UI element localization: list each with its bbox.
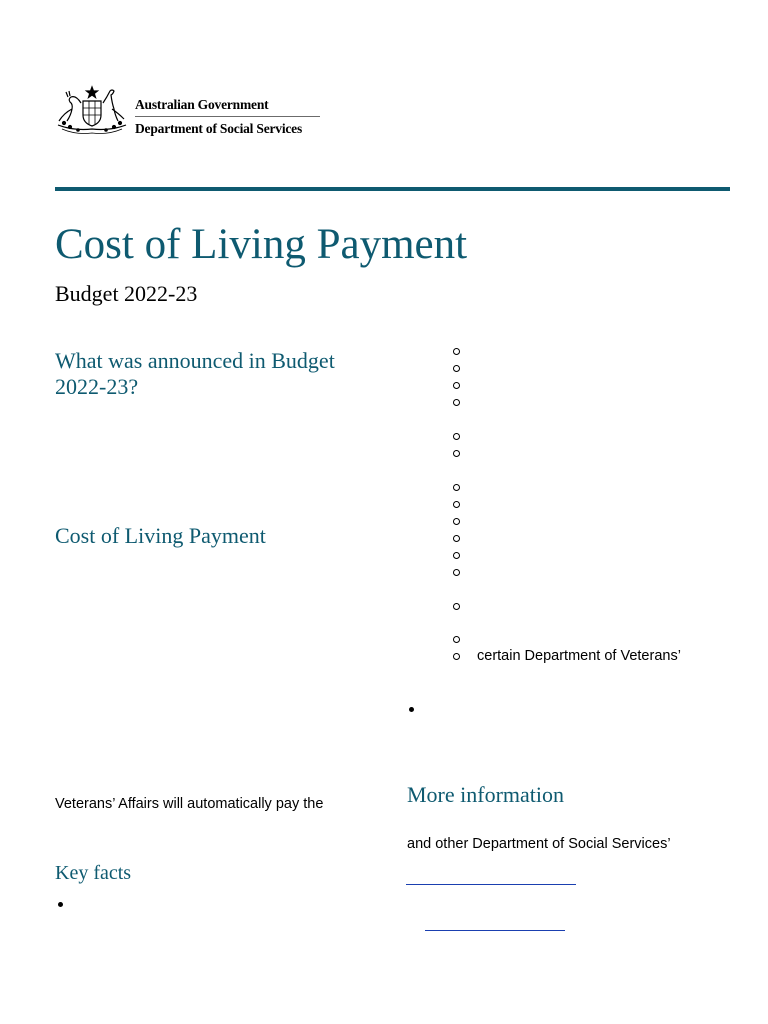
bullet-circle xyxy=(453,348,460,355)
link-underline[interactable] xyxy=(406,884,576,885)
payment-heading: Cost of Living Payment xyxy=(55,523,266,548)
bullet-circle xyxy=(453,501,460,508)
department-name: Department of Social Services xyxy=(135,121,303,136)
government-name: Australian Government xyxy=(135,97,269,112)
bullet-circle xyxy=(453,450,460,457)
veterans-text: Veterans’ Affairs will automatically pay the xyxy=(55,796,324,812)
key-facts-heading: Key facts xyxy=(55,862,132,884)
page-title: Cost of Living Payment xyxy=(55,221,468,268)
dss-text: and other Department of Social Services’ xyxy=(407,836,671,852)
bullet-circle xyxy=(453,552,460,559)
dva-text: certain Department of Veterans’ xyxy=(477,648,681,664)
title-rule xyxy=(55,187,730,191)
announced-heading: What was announced in Budget 2022-23? xyxy=(55,348,335,399)
bullet-circle xyxy=(453,484,460,491)
bullet-circle xyxy=(453,433,460,440)
page-subtitle: Budget 2022-23 xyxy=(55,281,198,306)
more-info-heading: More information xyxy=(407,782,565,807)
bullet-circle xyxy=(453,636,460,643)
bullet-circle xyxy=(453,518,460,525)
bullet-circle xyxy=(453,382,460,389)
bullet-circle xyxy=(453,365,460,372)
bullet-disc xyxy=(58,902,63,907)
bullet-circle xyxy=(453,399,460,406)
header-divider xyxy=(135,116,320,117)
bullet-disc xyxy=(409,707,414,712)
link-underline[interactable] xyxy=(425,930,565,931)
bullet-circle xyxy=(453,569,460,576)
bullet-circle xyxy=(453,535,460,542)
bullet-circle xyxy=(453,653,460,660)
coat-of-arms-icon xyxy=(54,85,130,137)
bullet-circle xyxy=(453,603,460,610)
